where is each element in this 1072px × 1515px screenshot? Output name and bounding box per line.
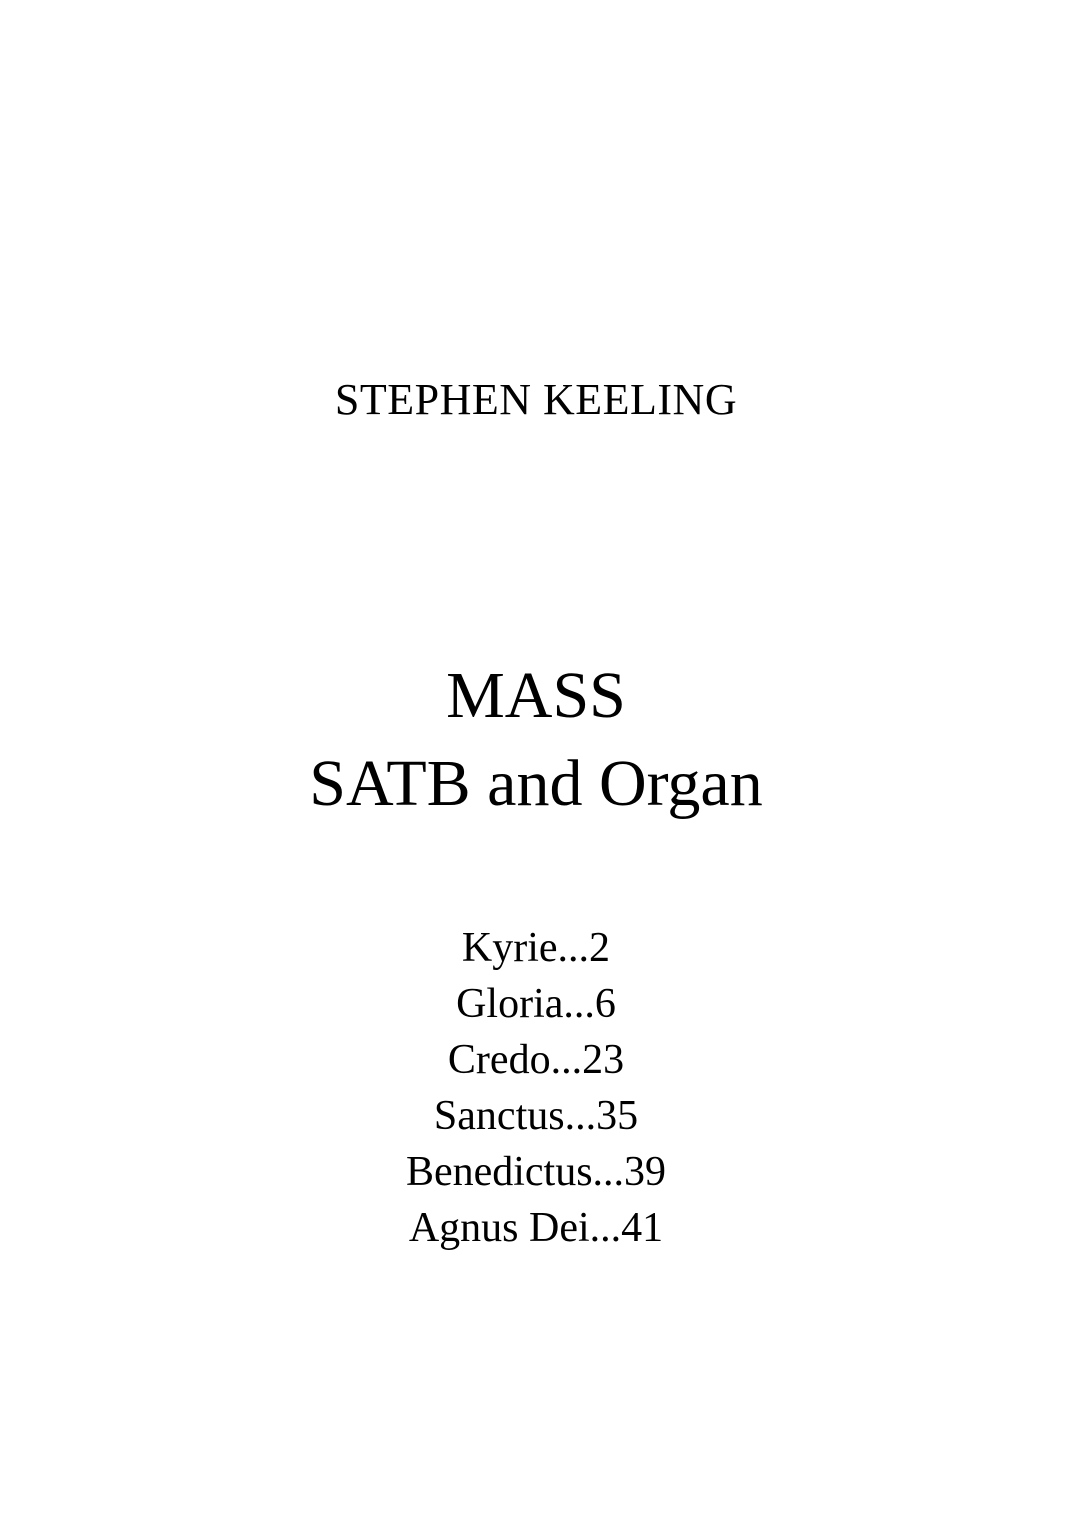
work-title-block: [0, 652, 1072, 828]
contents-entry-sanctus: Sanctus...35: [433, 1093, 639, 1139]
contents-entry-kyrie: Kyrie...2: [461, 925, 611, 971]
contents-entry-gloria: Gloria...6: [456, 981, 616, 1027]
composer-name: STEPHEN KEELING: [334, 375, 738, 424]
contents-list: [0, 920, 1072, 1256]
work-title: MASS: [446, 659, 626, 732]
work-subtitle: SATB and Organ: [309, 747, 763, 820]
contents-entry-agnus-dei: Agnus Dei...41: [408, 1205, 664, 1251]
contents-entry-benedictus: Benedictus...39: [405, 1149, 667, 1195]
contents-entry-credo: Credo...23: [447, 1037, 625, 1083]
